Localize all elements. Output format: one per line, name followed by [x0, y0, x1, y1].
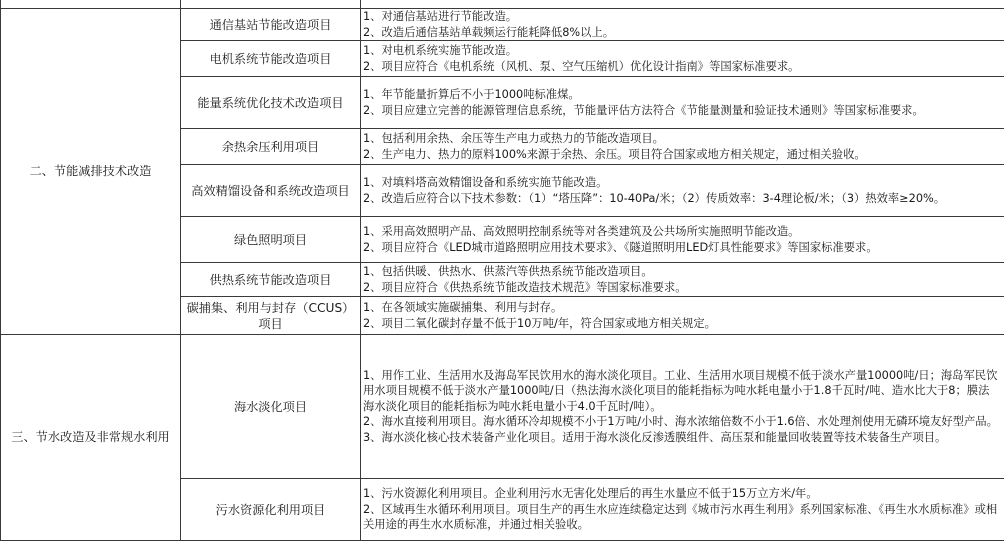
requirement-line: 1、采用高效照明产品、高效照明控制系统等对各类建筑及公共场所实施照明节能改造。 [363, 224, 1000, 240]
requirement-line: 2、项目应符合《LED城市道路照明应用技术要求》、《隧道照明用LED灯具性能要求》等国家标准要求。 [363, 240, 1000, 256]
project-name-cell: 电机系统节能改造项目 [181, 41, 361, 77]
requirements-cell [361, 263, 1004, 297]
requirements-cell [361, 165, 1004, 217]
requirements-cell [361, 9, 1004, 41]
category-cell: 三、节水改造及非常规水利用 [1, 335, 181, 541]
requirement-line: 2、项目应符合《电机系统（风机、泵、空气压缩机）优化设计指南》等国家标准要求。 [363, 59, 1000, 75]
requirement-line: 1、用作工业、生活用水及海岛军民饮用水的海水淡化项目。工业、生活用水项目规模不低于淡水产量10000吨/日；海岛军民饮用水项目规模不低于淡水产量1000吨/日（热法海水淡化项目的能耗指标为吨水耗电量小于1.8千瓦时/吨、造水比大于8；膜法海水淡化项目的能耗指标为吨水耗电量小于4.0千瓦时/吨）。 [363, 368, 1000, 415]
category-cell [1, 0, 181, 9]
requirement-line: 2、项目应建立完善的能源管理信息系统，节能量评估方法符合《节能量测量和验证技术通则》等国家标准要求。 [363, 103, 1000, 119]
requirement-line: 2、生产电力、热力的原料100%来源于余热、余压。项目符合国家或地方相关规定，通过相关验收。 [363, 147, 1000, 163]
table-row [1, 335, 1004, 479]
table-row [1, 0, 1004, 9]
requirement-line: 1、包括利用余热、余压等生产电力或热力的节能改造项目。 [363, 131, 1000, 147]
requirement-line: 2、改造后通信基站单载频运行能耗降低8%以上。 [363, 25, 1000, 41]
requirements-cell [361, 217, 1004, 263]
project-name-cell: 绿色照明项目 [181, 217, 361, 263]
project-name-cell [181, 0, 361, 9]
requirements-cell [361, 0, 1004, 9]
project-name-cell: 碳捕集、利用与封存（CCUS）项目 [181, 297, 361, 335]
requirement-line: 1、对填料塔高效精馏设备和系统实施节能改造。 [363, 175, 1000, 191]
table-row [1, 9, 1004, 41]
requirement-line: 2、改造后应符合以下技术参数：（1）“塔压降”：10-40Pa/米；（2）传质效率：3-4理论板/米；（3）热效率≥20%。 [363, 191, 1000, 207]
project-name-cell: 通信基站节能改造项目 [181, 9, 361, 41]
requirements-cell [361, 479, 1004, 541]
requirements-cell [361, 77, 1004, 129]
requirement-line: 3、海水淡化核心技术装备产业化项目。适用于海水淡化反渗透膜组件、高压泵和能量回收装置等技术装备生产项目。 [363, 430, 1000, 446]
requirement-line: 1、对电机系统实施节能改造。 [363, 43, 1000, 59]
requirement-line: 1、污水资源化利用项目。企业利用污水无害化处理后的再生水量应不低于15万立方米/年。 [363, 486, 1000, 502]
requirement-line: 2、项目应符合《供热系统节能改造技术规范》等国家标准要求。 [363, 280, 1000, 296]
project-name-cell: 能量系统优化技术改造项目 [181, 77, 361, 129]
project-name-cell: 海水淡化项目 [181, 335, 361, 479]
project-name-cell: 高效精馏设备和系统改造项目 [181, 165, 361, 217]
requirements-cell [361, 129, 1004, 165]
project-name-cell: 污水资源化利用项目 [181, 479, 361, 541]
requirements-cell [361, 335, 1004, 479]
project-name-cell: 余热余压利用项目 [181, 129, 361, 165]
requirements-cell [361, 41, 1004, 77]
requirement-line: 1、包括供暖、供热水、供蒸汽等供热系统节能改造项目。 [363, 264, 1000, 280]
requirements-cell [361, 297, 1004, 335]
project-name-cell: 供热系统节能改造项目 [181, 263, 361, 297]
requirement-line: 2、项目二氧化碳封存量不低于10万吨/年，符合国家或地方相关规定。 [363, 316, 1000, 332]
requirement-line: 1、在各领域实施碳捕集、利用与封存。 [363, 300, 1000, 316]
requirement-line: 2、区域再生水循环利用项目。项目生产的再生水应连续稳定达到《城市污水再生利用》系列国家标准、《再生水水质标准》或相关用途的再生水水质标准，并通过相关验收。 [363, 502, 1000, 533]
requirement-line: 1、对通信基站进行节能改造。 [363, 9, 1000, 25]
category-cell: 二、节能减排技术改造 [1, 9, 181, 335]
requirement-line: 1、年节能量折算后不小于1000吨标准煤。 [363, 87, 1000, 103]
requirement-line: 2、海水直接利用项目。海水循环冷却规模不小于1万吨/小时、海水浓缩倍数不小于1.6倍、水处理剂使用无磷环境友好型产品。 [363, 414, 1000, 430]
